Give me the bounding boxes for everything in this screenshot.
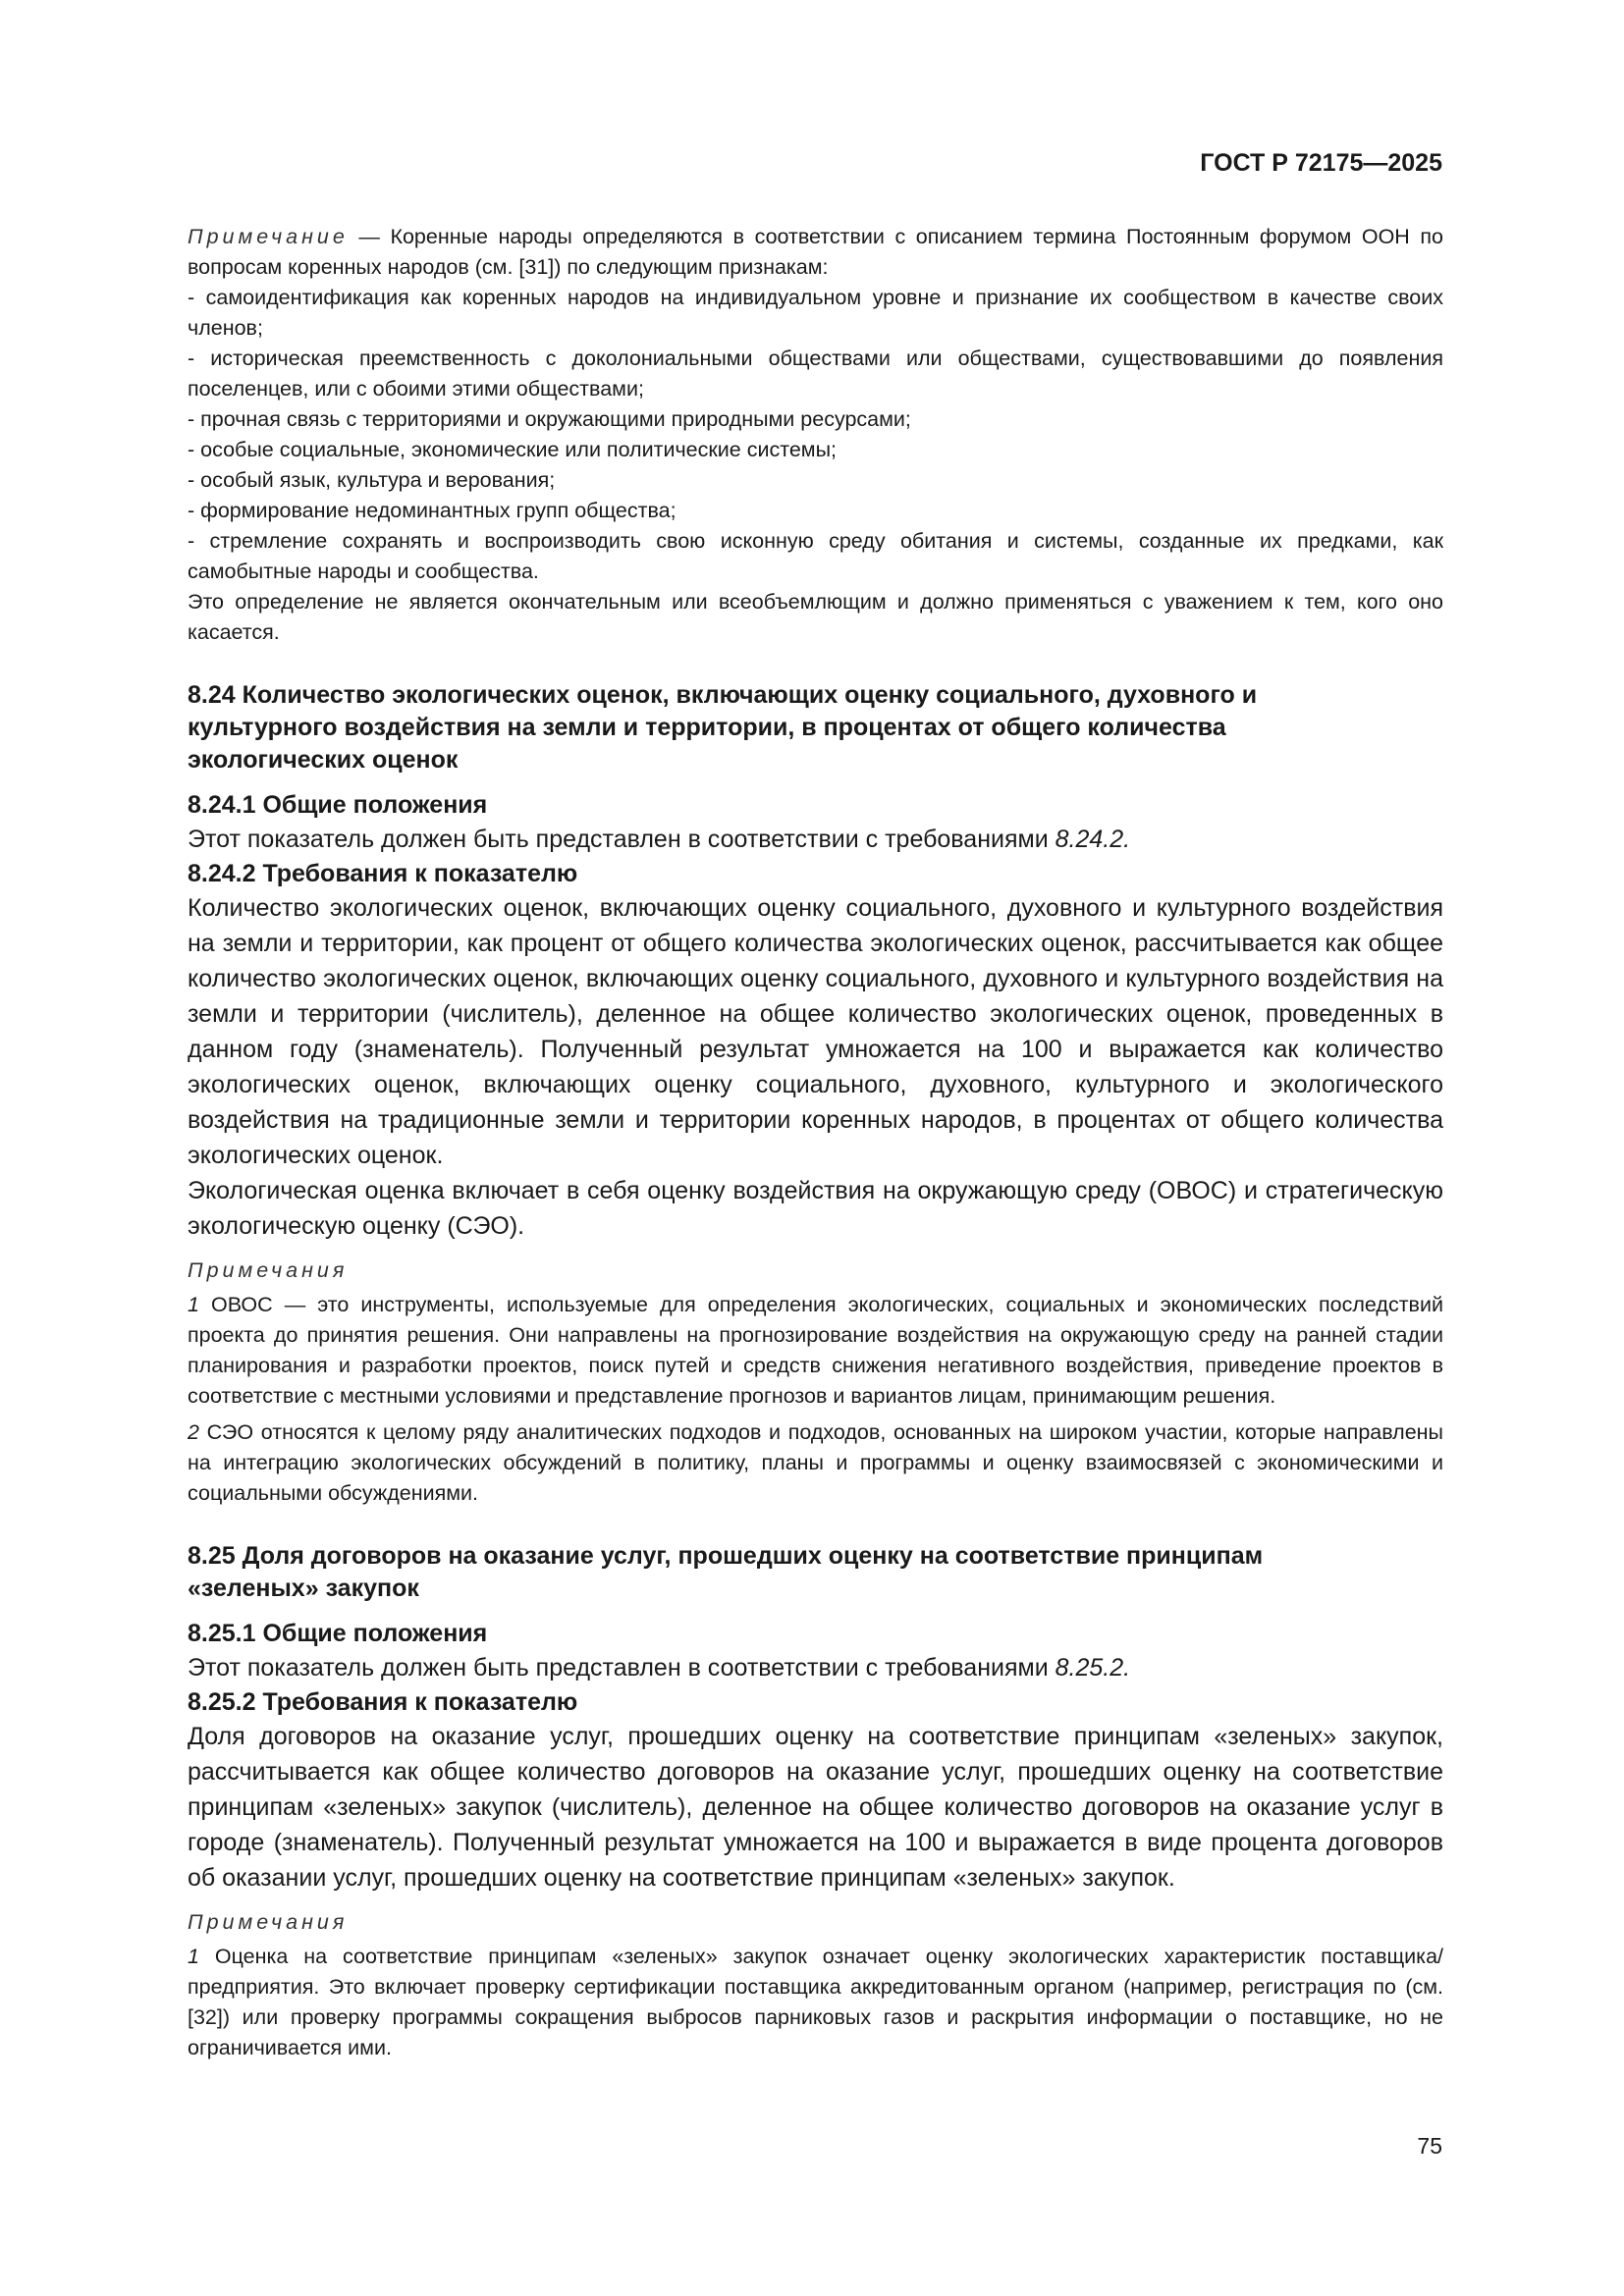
list-item: - историческая преемственность с доколониальными обществами или обществами, существовавшими до появления поселенцев, или с обоими этими обществами;: [188, 347, 1443, 400]
section-title: 8.24 Количество экологических оценок, включающих оценку социального, духовного и культурного воздействия на земли и территории, в процентах от общего количества экологических оценок: [188, 681, 1258, 774]
page-number: 75: [1417, 2133, 1442, 2159]
cross-reference: 8.24.2.: [1055, 826, 1131, 853]
subsection-text: [188, 822, 1443, 857]
note-label: Примечание: [188, 225, 349, 248]
note-item: [188, 1290, 1443, 1412]
note-indigenous: [188, 222, 1443, 648]
section-8-24: [188, 679, 1443, 1509]
body-paragraph: Доля договоров на оказание услуг, прошедших оценку на соответствие принципам «зеленых» закупок, рассчитывается как общее количество договоров на оказание услуг, прошедших оценку на соответствие принципам «зеленых» закупок (числитель), деленное на общее количество договоров на оказание услуг в городе (знаменатель). Полученный результат умножается на 100 и выражается в виде процента договоров об оказании услуг, прошедших оценку на соответствие принципам «зеленых» закупок.: [188, 1723, 1443, 1892]
subsection-title: 8.25.2 Требования к показателю: [188, 1688, 578, 1716]
document-header: ГОСТ Р 72175—2025: [1200, 149, 1442, 177]
note-item: [188, 1942, 1443, 2063]
section-title: 8.25 Доля договоров на оказание услуг, прошедших оценку на соответствие принципам «зеленых» закупок: [188, 1542, 1264, 1602]
body-paragraph: Количество экологических оценок, включающих оценку социального, духовного и культурного воздействия на земли и территории, как процент от общего количества экологических оценок, рассчитывается как общее количество экологических оценок, включающих оценку социального, духовного и культурного воздействия на земли и территории (числитель), деленное на общее количество экологических оценок, проведенных в данном году (знаменатель). Полученный результат умножается на 100 и выражается как количество экологических оценок, включающих оценку социального, духовного, культурного и экологического воздействия на традиционные земли и территории коренных народов, в процентах от общего количества экологических оценок.: [188, 894, 1443, 1169]
list-item: - особые социальные, экономические или политические системы;: [188, 438, 838, 461]
note-text: СЭО относятся к целому ряду аналитических подходов и подходов, основанных на широком участии, которые направлены на интеграцию экологических обсуждений в политику, планы и программы и оценку взаимосвязей с экономическими и социальными обсуждениями.: [188, 1420, 1443, 1505]
page-content: [188, 222, 1443, 2063]
note-intro-text: — Коренные народы определяются в соответствии с описанием термина Постоянным форумом ООН по вопросам коренных народов (см. [31]) по следующим признакам:: [188, 225, 1443, 279]
list-item: - прочная связь с территориями и окружающими природными ресурсами;: [188, 407, 911, 431]
list-item: - особый язык, культура и верования;: [188, 468, 556, 492]
list-item: - стремление сохранять и воспроизводить свою исконную среду обитания и системы, созданные их предками, как самобытные народы и сообщества.: [188, 529, 1443, 583]
cross-reference: 8.25.2.: [1055, 1654, 1131, 1682]
subsection-text-body: Этот показатель должен быть представлен в соответствии с требованиями: [188, 826, 1056, 853]
note-text: ОВОС — это инструменты, используемые для определения экологических, социальных и экономических последствий проекта до принятия решения. Они направлены на прогнозирование воздействия на окружающую среду на ранней стадии планирования и разработки проектов, поиск путей и средств снижения негативного воздействия, приведение проектов в соответствие с местными условиями и представление прогнозов и вариантов лицам, принимающим решения.: [188, 1293, 1443, 1408]
list-item: - формирование недоминантных групп общества;: [188, 499, 677, 522]
note-number: 2: [188, 1420, 199, 1444]
subsection-title: 8.25.1 Общие положения: [188, 1620, 488, 1647]
note-number: 1: [188, 1293, 199, 1316]
subsection-text-body: Этот показатель должен быть представлен в соответствии с требованиями: [188, 1654, 1056, 1682]
body-paragraph: Экологическая оценка включает в себя оценку воздействия на окружающую среду (ОВОС) и стратегическую экологическую оценку (СЭО).: [188, 1177, 1443, 1240]
list-item: - самоидентификация как коренных народов на индивидуальном уровне и признание их сообществом в качестве своих членов;: [188, 286, 1443, 340]
section-8-25: [188, 1540, 1443, 2063]
note-closing: Это определение не является окончательным или всеобъемлющим и должно применяться с уважением к тем, кого оно касается.: [188, 590, 1443, 644]
subsection-title: 8.24.1 Общие положения: [188, 791, 488, 819]
notes-label: Примечания: [188, 1910, 349, 1934]
note-number: 1: [188, 1945, 199, 1968]
note-text: Оценка на соответствие принципам «зеленых» закупок означает оценку экологических характеристик поставщика/предприятия. Это включает проверку сертификации поставщика аккредитованным органом (например, регистрация по (см. [32]) или проверку программы сокращения выбросов парниковых газов и раскрытия информации о поставщике, но не ограничивается ими.: [188, 1945, 1443, 2059]
subsection-title: 8.24.2 Требования к показателю: [188, 860, 578, 887]
subsection-text: [188, 1650, 1443, 1685]
notes-label: Примечания: [188, 1258, 349, 1282]
note-intro-paragraph: [188, 222, 1443, 283]
note-item: [188, 1417, 1443, 1509]
